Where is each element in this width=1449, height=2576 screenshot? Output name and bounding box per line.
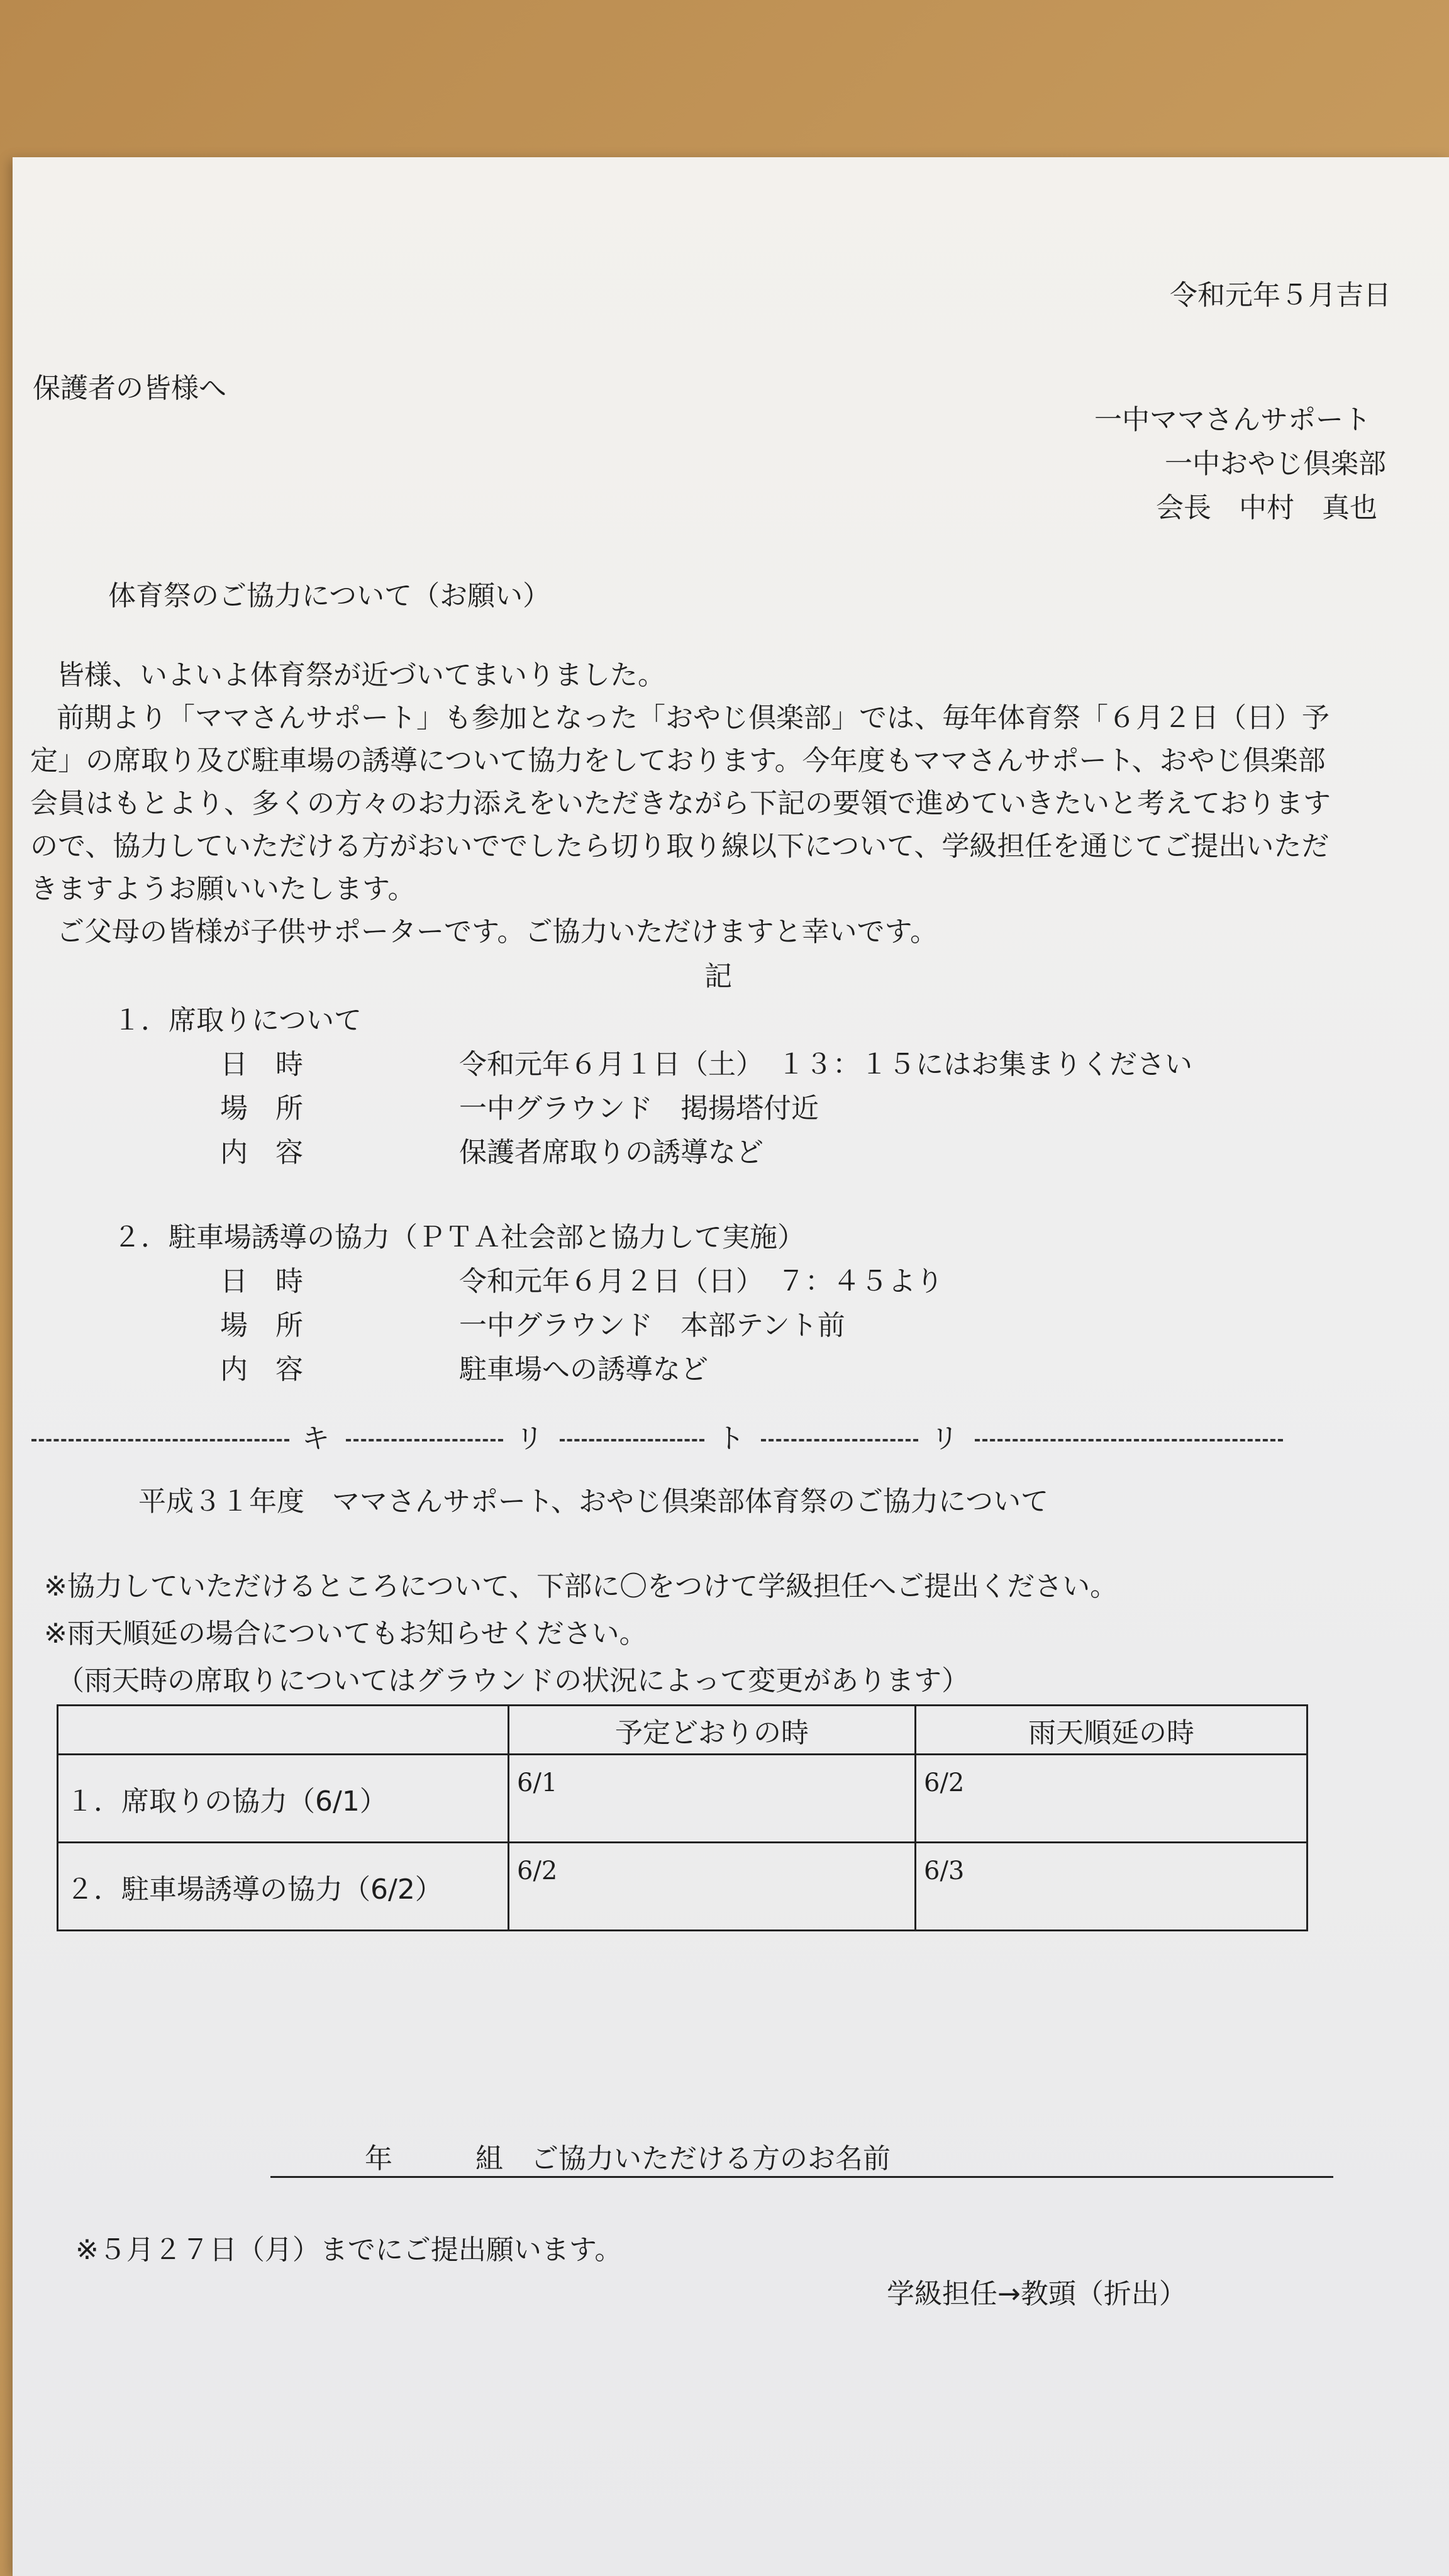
section1-content-value: 保護者席取りの誘導など — [459, 1136, 763, 1169]
section1-content-label: 内容 — [220, 1136, 331, 1169]
body-line-4: 会員はもとより、多くの方々のお力添えをいただきながら下記の要領で進めていきたいと考えております — [30, 787, 1331, 819]
section2-place-label: 場所 — [220, 1309, 331, 1341]
cut-line-char: キ — [302, 1423, 330, 1455]
table-row-label: ２．駐車場誘導の協力（6/2） — [58, 1843, 509, 1931]
cut-line-char: リ — [516, 1423, 543, 1455]
subject-title: 体育祭のご協力について（お願い） — [108, 580, 551, 612]
sender-org-1: 一中ママさんサポート — [1094, 404, 1371, 436]
section1-date-label: 日時 — [220, 1048, 331, 1080]
table-row — [58, 1843, 1307, 1931]
cut-line-dash — [31, 1439, 289, 1441]
table-row-label: １．席取りの協力（6/1） — [58, 1755, 509, 1843]
body-line-7: ご父母の皆様が子供サポーターです。ご協力いただけますと幸いです。 — [57, 916, 938, 948]
body-line-6: きますようお願いいたします。 — [30, 873, 416, 905]
cell-date: 6/3 — [924, 1857, 965, 1885]
section2-place-value: 一中グラウンド 本部テント前 — [459, 1309, 845, 1341]
issue-date: 令和元年５月吉日 — [1170, 279, 1391, 311]
section2-content-label: 内容 — [220, 1353, 331, 1385]
cut-line-dash — [560, 1439, 704, 1441]
body-line-1: 皆様、いよいよ体育祭が近づいてまいりました。 — [57, 659, 665, 691]
section2-date-value: 令和元年６月２日（日） ７：４５より — [459, 1265, 943, 1297]
form-note-3: （雨天時の席取りについてはグラウンドの状況によって変更があります） — [57, 1665, 970, 1697]
table-cell-rain[interactable] — [916, 1755, 1307, 1843]
cell-date: 6/2 — [517, 1857, 558, 1885]
table-cell-scheduled[interactable] — [509, 1755, 916, 1843]
form-title: 平成３１年度 ママさんサポート、おやじ倶楽部体育祭のご協力について — [138, 1485, 1049, 1518]
body-line-2: 前期より「ママさんサポート」も参加となった「おやじ倶楽部」では、毎年体育祭「６月２日（日）予 — [57, 702, 1330, 734]
cut-line-dash — [975, 1439, 1283, 1441]
sender-org-2: 一中おやじ倶楽部 — [1165, 448, 1386, 480]
body-line-5: ので、協力していただける方がおいででしたら切り取り線以下について、学級担任を通じてご提出いただ — [30, 830, 1330, 862]
table-header-cell — [58, 1706, 509, 1755]
table-header-cell: 予定どおりの時 — [509, 1706, 916, 1755]
table-cell-rain[interactable] — [916, 1843, 1307, 1931]
submission-route: 学級担任→教頭（折出） — [887, 2278, 1187, 2310]
table-header-cell: 雨天順延の時 — [916, 1706, 1307, 1755]
cut-line-char: ト — [717, 1423, 745, 1455]
section1-title: １．席取りについて — [113, 1004, 362, 1036]
sender-chairman: 会長 中村 真也 — [1156, 492, 1377, 524]
section1-place-label: 場所 — [220, 1092, 331, 1124]
cut-line-char: リ — [931, 1423, 958, 1455]
table-row — [58, 1755, 1307, 1843]
form-note-1: ※協力していただけるところについて、下部に〇をつけて学級担任へご提出ください。 — [44, 1570, 1118, 1602]
cut-line — [31, 1421, 1283, 1457]
body-line-3: 定」の席取り及び駐車場の誘導について協力をしております。今年度もママさんサポート、おやじ倶楽部 — [30, 745, 1326, 777]
name-field-label: 年 組 ご協力いただける方のお名前 — [365, 2143, 891, 2175]
table-cell-scheduled[interactable] — [509, 1843, 916, 1931]
form-note-2: ※雨天順延の場合についてもお知らせください。 — [44, 1618, 647, 1650]
cut-line-dash — [761, 1439, 918, 1441]
cell-date: 6/1 — [517, 1768, 558, 1797]
section2-date-label: 日時 — [220, 1265, 331, 1297]
section2-content-value: 駐車場への誘導など — [459, 1353, 708, 1385]
section1-place-value: 一中グラウンド 掲揚塔付近 — [459, 1092, 819, 1124]
section1-date-value: 令和元年６月１日（土） １３：１５にはお集まりください — [459, 1048, 1192, 1080]
cell-date: 6/2 — [924, 1768, 965, 1797]
cut-line-dash — [346, 1439, 503, 1441]
letter-page — [13, 157, 1449, 2576]
section2-title: ２．駐車場誘導の協力（ＰＴＡ社会部と協力して実施） — [113, 1221, 805, 1253]
deadline-note: ※５月２７日（月）までにご提出願います。 — [75, 2234, 623, 2266]
ki-heading: 記 — [704, 960, 732, 992]
participation-table — [57, 1704, 1308, 1931]
name-field-underline[interactable] — [270, 2176, 1333, 2178]
table-header-row — [58, 1706, 1307, 1755]
addressee: 保護者の皆様へ — [33, 372, 226, 404]
